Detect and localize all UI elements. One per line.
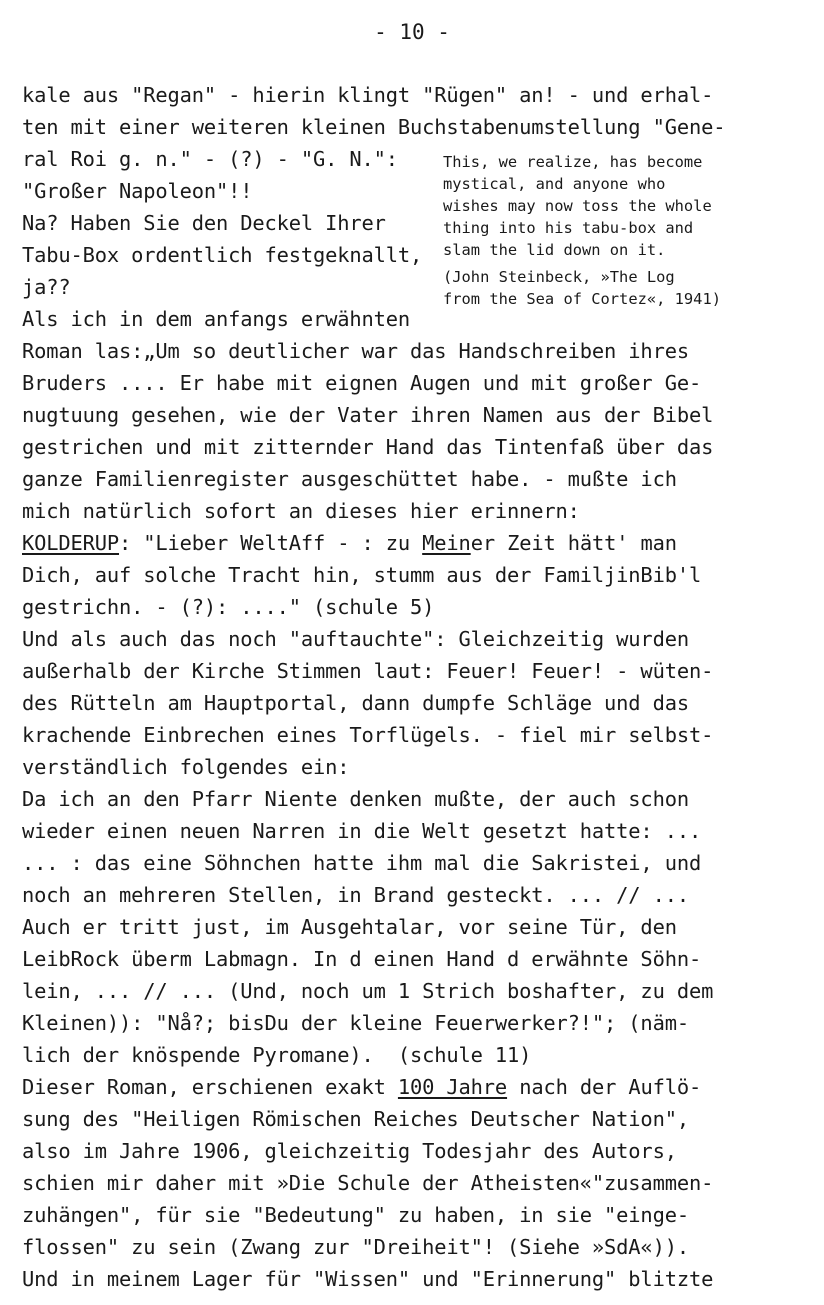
text-line: Als ich in dem anfangs erwähnten: [22, 307, 411, 331]
steinbeck-quote-line: thing into his tabu-box and: [443, 219, 694, 237]
text-line: kale aus "Regan" - hierin klingt "Rügen" an! - und erhal-: [22, 83, 714, 107]
steinbeck-quote-attribution: (John Steinbeck, »The Log: [443, 268, 675, 286]
text-line: gestrichen und mit zitternder Hand das Tintenfaß über das: [22, 435, 714, 459]
text-line: Na? Haben Sie den Deckel Ihrer: [22, 211, 386, 235]
text-line: "Großer Napoleon"!!: [22, 179, 253, 203]
text-line: Und in meinem Lager für "Wissen" und "Erinnerung" blitzte: [22, 1267, 714, 1291]
text-line: mich natürlich sofort an dieses hier erinnern:: [22, 499, 580, 523]
text-line: ganze Familienregister ausgeschüttet habe. - mußte ich: [22, 467, 677, 491]
text-line: verständlich folgendes ein:: [22, 755, 350, 779]
steinbeck-quote-attribution: from the Sea of Cortez«, 1941): [443, 290, 721, 308]
steinbeck-quote-line: mystical, and anyone who: [443, 175, 666, 193]
text-line: sung des "Heiligen Römischen Reiches Deutscher Nation",: [22, 1107, 689, 1131]
steinbeck-quote-line: This, we realize, has become: [443, 153, 703, 171]
steinbeck-quote-line: wishes may now toss the whole: [443, 197, 712, 215]
text-line: zuhängen", für sie "Bedeutung" zu haben, in sie "einge-: [22, 1203, 689, 1227]
text-line: Da ich an den Pfarr Niente denken mußte, der auch schon: [22, 787, 689, 811]
page-number: - 10 -: [374, 20, 450, 44]
text-line: Roman las:„Um so deutlicher war das Handschreiben ihres: [22, 339, 689, 363]
text-line: nugtuung gesehen, wie der Vater ihren Namen aus der Bibel: [22, 403, 714, 427]
text-line: ja??: [22, 275, 71, 299]
text-line: ... : das eine Söhnchen hatte ihm mal die Sakristei, und: [22, 851, 702, 875]
text-line: des Rütteln am Hauptportal, dann dumpfe Schläge und das: [22, 691, 689, 715]
text-line: KOLDERUP: "Lieber WeltAff - : zu Meiner Zeit hätt' man: [22, 531, 677, 555]
text-line: schien mir daher mit »Die Schule der Atheisten«"zusammen-: [22, 1171, 714, 1195]
text-line: ten mit einer weiteren kleinen Buchstabenumstellung "Gene-: [22, 115, 726, 139]
text-line: krachende Einbrechen eines Torflügels. - fiel mir selbst-: [22, 723, 714, 747]
hundred-years-underlined: 100 Jahre: [397, 1075, 508, 1099]
text-line: wieder einen neuen Narren in die Welt gesetzt hatte: ...: [22, 819, 702, 843]
text-line: Dich, auf solche Tracht hin, stumm aus der FamiljinBib'l: [22, 563, 702, 587]
text-line: Auch er tritt just, im Ausgehtalar, vor seine Tür, den: [22, 915, 677, 939]
text-line: LeibRock überm Labmagn. In d einen Hand d erwähnte Söhn-: [22, 947, 702, 971]
text-line: also im Jahre 1906, gleichzeitig Todesjahr des Autors,: [22, 1139, 677, 1163]
text-line: ral Roi g. n." - (?) - "G. N.":: [22, 147, 398, 171]
text-line: lein, ... // ... (Und, noch um 1 Strich boshafter, zu dem: [22, 979, 714, 1003]
text-line: Bruders .... Er habe mit eignen Augen und mit großer Ge-: [22, 371, 702, 395]
text-line: Dieser Roman, erschienen exakt 100 Jahre nach der Auflö-: [22, 1075, 702, 1099]
mein-underlined: Mein: [422, 531, 471, 555]
text-line: noch an mehreren Stellen, in Brand gesteckt. ... // ...: [22, 883, 689, 907]
text-line: Und als auch das noch "auftauchte": Gleichzeitig wurden: [22, 627, 689, 651]
text-line: flossen" zu sein (Zwang zur "Dreiheit"! (Siehe »SdA«)).: [22, 1235, 689, 1259]
text-line: lich der knöspende Pyromane). (schule 11): [22, 1043, 532, 1067]
text-line: außerhalb der Kirche Stimmen laut: Feuer! Feuer! - wüten-: [22, 659, 714, 683]
text-line: Kleinen)): "Nå?; bisDu der kleine Feuerwerker?!"; (näm-: [22, 1011, 689, 1035]
kolderup-underlined: KOLDERUP: [22, 531, 120, 555]
steinbeck-quote-line: slam the lid down on it.: [443, 241, 666, 259]
text-line: Tabu-Box ordentlich festgeknallt,: [22, 243, 423, 267]
text-line: gestrichn. - (?): ...." (schule 5): [22, 595, 435, 619]
